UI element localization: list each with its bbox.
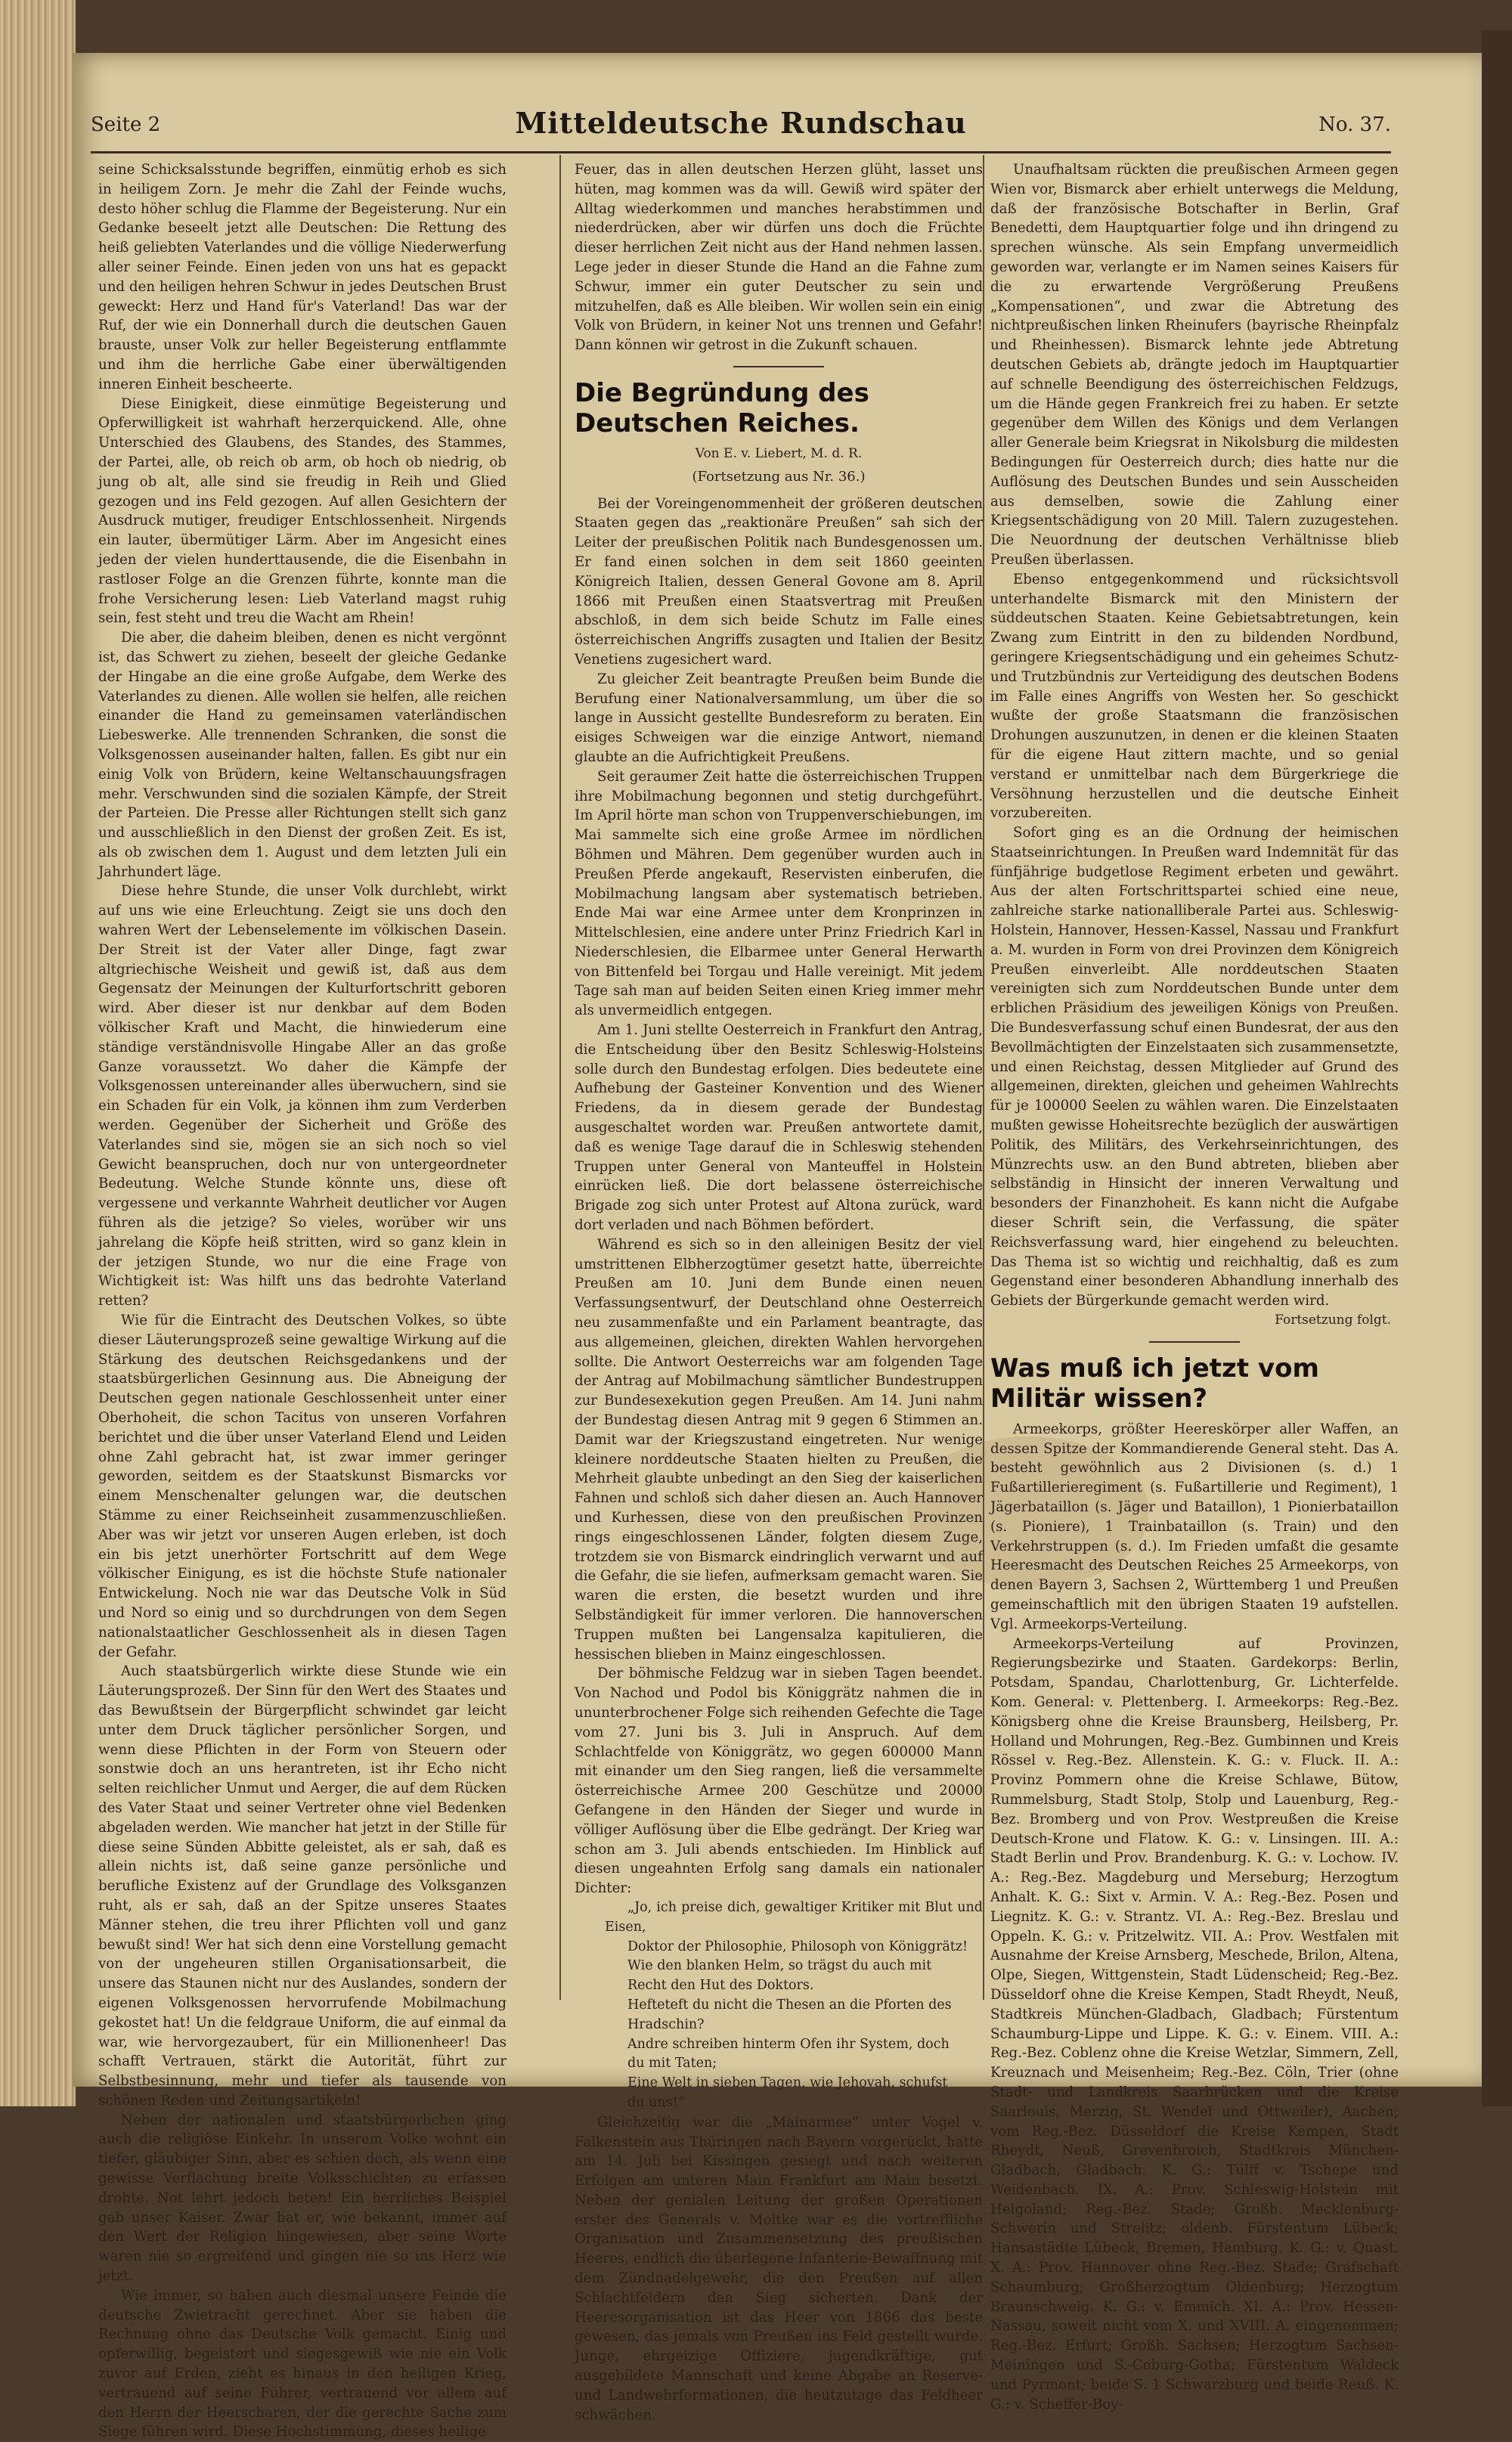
verse-line: Hradschin? (627, 2016, 705, 2032)
paragraph: Armeekorps, größter Heereskörper aller Waffen, an dessen Spitze der Kommandierende General steht. Das A. besteht gewöhnlich aus 2 Divisionen (s. d.) 1 Fußartillerieregiment (s. Fußartillerie und Regiment), 1 Jägerbataillon (s. Jäger und Bataillon), 1 Pionierbataillon (s. Pioniere), 1 Trainbataillon (s. Train) und den Verkehrstruppen (s. d.). Im Frieden umfaßt die gesamte Heeresmacht des Deutschen Reiches 25 Armeekorps, von denen Bayern 3, Sachsen 2, Württemberg 1 und Preußen gemeinschaftlich mit den übrigen Staaten 19 aufstellen. Vgl. Armeekorps-Verteilung. (990, 1421, 1399, 1632)
verse-line: Recht den Hut des Doktors. (627, 1978, 814, 1994)
verse-line: Eine Welt in sieben Tagen, wie Jehovah, schufst (627, 2075, 948, 2091)
page-number: Seite 2 (91, 113, 161, 136)
article-separator (1149, 1341, 1240, 1343)
issue-number: No. 37. (1318, 113, 1391, 136)
paragraph: Seit geraumer Zeit hatte die österreichischen Truppen ihre Mobilmachung begonnen und stetig durchgeführt. Im April hörte man schon von Truppenverschiebungen, im Mai sammelte sich eine große Armee im nördlichen Böhmen und Mähren. Dem gegenüber wurden auch in Preußen Pferde angekauft, Reservisten einberufen, die Mobilmachung langsam aber systematisch betrieben. Ende Mai war eine Armee unter dem Kronprinzen in Mittelschlesien, eine andere unter Prinz Friedrich Karl in Niederschlesien, die Elbarmee unter General Herwarth von Bittenfeld bei Torgau und Halle vereinigt. Mit jedem Tage sah man auf beiden Seiten einen Krieg immer mehr als unvermeidlich entgegen. (575, 768, 983, 1019)
paragraph: Die aber, die daheim bleiben, denen es nicht vergönnt ist, das Schwert zu ziehen, beseelt der gleiche Gedanke der Hingabe an die eine große Aufgabe, dem Werke des Vaterlandes zu dienen. Alle wollen sie helfen, alle reichen einander die Hand zu gemeinsamen vaterländischen Liebeswerke. Alle trennenden Schranken, die sonst die Volksgenossen auseinander halten, fallen. Es gibt nur ein einig Volk von Brüdern, keine Weltanschauungsfragen mehr. Verschwunden sind die sozialen Kämpfe, der Streit der Parteien. Die Presse aller Richtungen stellt sich ganz und ausschließlich in den Dienst der großen Zeit. Es ist, als ob zwischen dem 1. August und dem letzten Juli ein Jahrhundert läge. (98, 630, 507, 880)
paragraph: Der böhmische Feldzug war in sieben Tagen beendet. Von Nachod und Podol bis Königgrätz nahmen die in ununterbrochener Folge sich reihenden Gefechte die Tage vom 27. Juni bis 3. Juli in Anspruch. Auf dem Schlachtfelde von Königgrätz, wo gegen 600000 Mann mit einander um den Sieg rangen, ließ die versammelte österreichische Armee 200 Geschütze und 20000 Gefangene in den Händen der Sieger und wurde in völliger Auflösung über die Elbe gedrängt. Der Krieg war schon am 3. Juli abends entschieden. Im Hinblick auf diesen ungeahnten Erfolg sang damals ein nationaler Dichter: (575, 1666, 983, 1897)
paragraph: Gleichzeitig war die „Mainarmee“ unter Vogel v. Falkenstein aus Thüringen nach Bayern vorgerückt, hatte am 14. Juli bei Kissingen gesiegt und nach weiteren Erfolgen am unteren Main Frankfurt am Main besetzt. Neben der genialen Leitung der großen Operationen erster des Generals v. Moltke war es die vortreffliche Organisation und Zusammensetzung des preußischen Heeres, endlich die überlegene Infanterie-Bewaffnung mit dem Zündnadelgewehr, die den Preußen auf allen Schlachtfeldern den Sieg sicherten. Dank der Heeresorganisation ist das Heer von 1866 das beste gewesen, das jemals von Preußen ins Feld gestellt wurde. Junge, ehrgeizige Offiziere, jugendkräftige, gut ausgebildete Mannschaft und keine Abgabe an Reserve- und Landwehrformationen, die heutzutage das Feldheer schwächen. (575, 2114, 983, 2423)
page-header (91, 106, 1391, 151)
paragraph: Am 1. Juni stellte Oesterreich in Frankfurt den Antrag, die Entscheidung über den Besitz Schleswig-Holsteins solle durch den Bundestag erfolgen. Dies bedeutete eine Aufhebung der Gasteiner Konvention und des Wiener Friedens, da in diesem gerade der Bundestag ausgeschaltet worden war. Preußen antwortete damit, daß es wenige Tage darauf die in Schleswig stehenden Truppen unter General von Manteuffel in Holstein einrücken ließ. Die dort belassene österreichische Brigade zog sich unter Protest auf Altona zurück, ward dort verladen und nach Böhmen befördert. (575, 1022, 983, 1234)
verse-line: Hefteteft du nicht die Thesen an die Pforten des (627, 1997, 952, 2013)
binding-shadow (1482, 30, 1512, 2106)
paragraph: Diese Einigkeit, diese einmütige Begeisterung und Opferwilligkeit ist wahrhaft herzerquickend. Alle, ohne Unterschied des Glaubens, des Standes, des Stammes, der Partei, alle, ob reich ob arm, ob hoch ob niedrig, ob jung ob alt, alle sind sie freudig in Reih und Glied gezogen und ins Feld gezogen. Auf allen Gesichtern der Ausdruck mutiger, freudiger Entschlossenheit. Nirgends ein lauter, übermütiger Lärm. Aber im Angesicht eines jeden der vielen hunderttausende, die die Eisenbahn in rastloser Folge an die Grenzen führte, konnte man die frohe Versicherung lesen: Lieb Vaterland magst ruhig sein, fest steht und treu die Wacht am Rhein! (98, 395, 507, 627)
to-be-continued: Fortsetzung folgt. (1275, 1312, 1391, 1328)
column-2 (575, 160, 983, 2423)
article-continuation: (Fortsetzung aus Nr. 36.) (692, 468, 866, 485)
paragraph: Feuer, das in allen deutschen Herzen glüht, lasset uns hüten, mag kommen was da will. Gewiß wird später der Alltag wiederkommen und manches herabstimmen und niederdrücken, aber wir dürfen uns doch die Früchte dieser herrlichen Zeit nicht aus der Hand nehmen lassen. Lege jeder in dieser Stunde die Hand an die Fahne zum Schwur, immer ein guter Deutscher zu sein und mitzuhelfen, daß es Alle bleiben. Wir wollen sein ein einig Volk von Brüdern, in keiner Not uns trennen und Gefahr! Dann können wir getrost in die Zukunft schauen. (575, 162, 983, 354)
paragraph: seine Schicksalsstunde begriffen, einmütig erhob es sich in heiligem Zorn. Je mehr die Zahl der Feinde wuchs, desto höher schlug die Flamme der Begeisterung. Nur ein Gedanke beseelt jetzt alle Deutschen: Die Rettung des heiß geliebten Vaterlandes und die völlige Niederwerfung aller seiner Feinde. Einen jeden von uns hat es gepackt und den heiligen hehren Schwur in jedes Deutschen Brust geweckt: Herz und Hand für's Vaterland! Das war der Ruf, der wie ein Donnerhall durch die deutschen Gauen brauste, unser Volk zur heller Begeisterung entflammte und ihm die herrliche Gabe einer überwältigenden inneren Einheit bescheerte. (98, 162, 507, 392)
article-separator (733, 366, 824, 367)
column-3 (990, 160, 1399, 2413)
verse-line: Doktor der Philosophie, Philosoph von Königgrätz! (627, 1938, 968, 1954)
paragraph: Während es sich so in den alleinigen Besitz der viel umstrittenen Elbherzogtümer gesetzt hatte, überreichte Preußen am 10. Juni dem Bunde einen neuen Verfassungsentwurf, der Deutschland ohne Oesterreich neu zusammenfaßte und ein Parlament beantragte, das aus allgemeinen, gleichen, direkten Wahlen hervorgehen sollte. Die Antwort Oesterreichs war am folgenden Tage der Antrag auf Mobilmachung sämtlicher Bundestruppen zur Bundesexekution gegen Preußen. Am 14. Juni nahm der Bundestag diesen Antrag mit 9 gegen 6 Stimmen an. Damit war der Kriegszustand eingetreten. Nur wenige kleinere norddeutsche Staaten hielten zu Preußen, die Mehrheit glaubte unbedingt an den Sieg der kaiserlichen Fahnen und schloß sich daher diesen an. Auch Hannover und Kurhessen, diese von den preußischen Provinzen rings eingeschlossenen Länder, folgten diesem Zuge, trotzdem sie von Bismarck eindringlich verwarnt und auf die Gefahr, die sie liefen, aufmerksam gemacht waren. Sie waren die ersten, die besetzt wurden und ihre Selbständigkeit für immer verloren. Die hannoverschen Truppen mußten bei Langensalza kapitulieren, die hessischen blieben in Mainz eingeschlossen. (575, 1236, 983, 1663)
article-title: Was muß ich jetzt vom Militär wissen? (990, 1353, 1319, 1414)
header-rule (91, 151, 1391, 153)
paragraph: Bei der Voreingenommenheit der größeren deutschen Staaten gegen das „reaktionäre Preußen“ sah sich der Leiter der preußischen Politik nach Bundesgenossen um. Er fand einen solchen in dem seit 1860 geeinten Königreich Italien, dessen General Govone am 8. April 1866 mit Preußen einen Staatsvertrag mit Preußen abschloß, in dem sich beide Schutz im Falle eines österreichischen Angriffs zusagten und Italien der Besitz Venetiens zugesichert ward. (575, 495, 983, 668)
paragraph: Ebenso entgegenkommend und rücksichtsvoll unterhandelte Bismarck mit den Ministern der süddeutschen Staaten. Keine Gebietsabtretungen, kein Zwang zum Eintritt in den zu bildenden Nordbund, geringere Kriegsentschädigung und ein geheimes Schutz- und Trutzbündnis zur Verteidigung des deutschen Bodens im Falle eines Angriffs von Westen her. So geschickt wußte der große Staatsmann die französischen Drohungen auszunutzen, in denen er die kleinen Staaten für die eigene Haut zittern machte, und so genial verstand er unmittelbar nach dem Bürgerkriege die Versöhnung herzustellen und die deutsche Einheit vorzubereiten. (990, 571, 1399, 822)
column-divider (983, 155, 984, 2000)
article-byline: Von E. v. Liebert, M. d. R. (695, 445, 863, 461)
verse-line: Andre schreiben hinterm Ofen ihr System, doch (627, 2036, 950, 2052)
column-divider (559, 155, 561, 2000)
verse-line: du mit Taten; (627, 2056, 717, 2072)
paragraph: Diese hehre Stunde, die unser Volk durchlebt, wirkt auf uns wie eine Erleuchtung. Zeigt sie uns doch den wahren Wert der Lebenselemente im völkischen Dasein. Der Streit ist der Vater aller Dinge, fagt zwar altgriechische Weisheit und gewiß ist, daß aus dem Gegensatz der Meinungen der Kulturfortschritt geboren wird. Aber dieser ist nur denkbar auf dem Boden völkischer Kraft und Macht, die hinwiederum eine ständige verständnisvolle Hingabe Aller an das große Ganze voraussetzt. Wo daher die Kämpfe der Volksgenossen untereinander alles überwuchern, sind sie ein Schaden für ein Volk, ja können ihm zum Verderben werden. Gegenüber der Sicherheit und Größe des Vaterlandes sind sie, mögen sie an sich noch so viel Gewicht beanspruchen, doch nur von untergeordneter Bedeutung. Welche Stunde könnte uns, diese oft vergessene und verkannte Wahrheit deutlicher vor Augen führen als die jetzige? So vieles, worüber wir uns jahrelang die Köpfe heiß stritten, wird so ganz klein in der jetzigen Stunde, wo nur die eine Frage von Wichtigkeit ist: Was hilft uns das bedrohte Vaterland retten? (98, 883, 507, 1309)
verse-line: Wie den blanken Helm, so trägst du auch mit (627, 1958, 932, 1974)
paragraph: Wie für die Eintracht des Deutschen Volkes, so übte dieser Läuterungsprozeß seine gewaltige Wirkung auf die Stärkung des deutschen Reichsgedankens und der staatsbürgerlichen Gesinnung aus. Die Abneigung der Deutschen gegen nationale Geschlossenheit unter einer Oberhoheit, die schon Tacitus von unseren Vorfahren berichtet und die über unser Vaterland Elend und Leiden ohne Zahl gebracht hat, ist zwar immer geringer geworden, seitdem es der Staatskunst Bismarcks vor einem Menschenalter gelungen war, die deutschen Stämme zu einer Reichseinheit zusammenzuschließen. Aber was wir jetzt vor unseren Augen erleben, ist doch ein bis jetzt unerhörter Fortschritt auf dem Wege völkischer Einigung, es ist die höchste Stufe nationaler Entwickelung. Noch nie war das Deutsche Volk in Süd und Nord so einig und so durchdrungen von dem Segen nationalstaatlicher Geschlossenheit als in diesen Tagen der Gefahr. (98, 1312, 507, 1660)
verse-line: „Jo, ich preise dich, gewaltiger Kritiker mit Blut und Eisen, (605, 1899, 983, 1935)
masthead-title: Mitteldeutsche Rundschau (515, 106, 967, 140)
paragraph: Zu gleicher Zeit beantragte Preußen beim Bunde die Berufung einer Nationalversammlung, um über die so lange in Aussicht gestellte Bundesreform zu beraten. Ein eisiges Schweigen war die einzige Antwort, niemand glaubte an die Aufrichtigkeit Preußens. (575, 671, 983, 765)
book-page-stack (0, 0, 76, 2106)
paragraph: Unaufhaltsam rückten die preußischen Armeen gegen Wien vor, Bismarck aber erhielt unterwegs die Meldung, daß der französische Botschafter in Berlin, Graf Benedetti, dem Hauptquartier folge und ihn dringend zu sprechen wünsche. Als sein Empfang unvermeidlich geworden war, verlangte er im Namen seines Kaisers für die zu erwartende Vergrößerung Preußens „Kompensationen“, und zwar die Abtretung des nichtpreußischen linken Rheinufers (bayrische Rheinpfalz und Rheinhessen). Bismarck lehnte jede Abtretung deutschen Gebiets ab, drängte jedoch im Hauptquartier auf schnelle Beendigung des österreichischen Feldzugs, um die Hände gegen Frankreich frei zu haben. Er setzte gegenüber dem Willen des Königs und dem Verlangen aller Generale beim Kriegsrat in Nikolsburg die mildesten Bedingungen für Oesterreich durch; dies hatte nur die Auflösung des Deutschen Bundes und sein Ausscheiden aus demselben, sowie die Zahlung einer Kriegsentschädigung von 20 Mill. Talern zuzugestehen. Die Neuordnung der deutschen Verhältnisse blieb Preußen überlassen. (990, 162, 1399, 568)
verse-line: du uns!“ (627, 2094, 685, 2110)
paragraph: Auch staatsbürgerlich wirkte diese Stunde wie ein Läuterungsprozeß. Der Sinn für den Wert des Staates und das Bewußtsein der Bürgerpflicht schwindet gar leicht unter dem Druck täglicher persönlicher Sorgen, und wenn diese Pflichten in der Form von Steuern oder sonstwie doch an uns herantreten, ist ihr Echo nicht selten reichlicher Unmut und Aerger, die auf dem Rücken des Vater Staat und seiner Vertreter ohne viel Bedenken abgeladen werden. Wie mancher hat jetzt in der Stille für diese seine Sünden Abbitte geleistet, als er sah, daß es allein nichts ist, daß seine ganze persönliche und berufliche Existenz auf der Grundlage des Volksganzen ruht, als er sah, daß an der Spitze unseres Staates Männer stehen, die treu ihrer Pflichten voll und ganz bewußt sind! Wer hat sich denn eine Vorstellung gemacht von der ungeheuren stillen Organisationsarbeit, die unsere das Staunen nicht nur des Auslandes, sondern der eigenen Volksgenossen hervorrufende Mobilmachung gekostet hat! Un die feldgraue Uniform, die auf einmal da war, wie hervorgezaubert, für ein Millionenheer! Das schafft Vertrauen, stärkt die Autorität, führt zur Selbstbesinnung, mehr und tiefer als tausende von schönen Reden und Zeitungsartikeln! (98, 1663, 507, 2109)
paragraph: Armeekorps-Verteilung auf Provinzen, Regierungsbezirke und Staaten. Gardekorps: Berlin, Potsdam, Spandau, Charlottenburg, Gr. Lichterfelde. Kom. General: v. Plettenberg. I. Armeekorps: Reg.-Bez. Königsberg ohne die Kreise Braunsberg, Heilsberg, Pr. Holland und Mohrungen, Reg.-Bez. Gumbinnen und Kreis Rössel v. Reg.-Bez. Allenstein. K. G.: v. Fluck. II. A.: Provinz Pommern ohne die Kreise Schlawe, Bütow, Rummelsburg, Stadt Stolp, Stolp und Lauenburg, Reg.-Bez. Bromberg und von Prov. Westpreußen die Kreise Deutsch-Krone und Flatow. K. G.: v. Linsingen. III. A.: Stadt Berlin und Prov. Brandenburg. K. G.: v. Lochow. IV. A.: Reg.-Bez. Magdeburg und Merseburg; Herzogtum Anhalt. K. G.: Sixt v. Armin. V. A.: Reg.-Bez. Posen und Liegnitz. K. G.: v. Strantz. VI. A.: Reg.-Bez. Breslau und Oppeln. K. G.: v. Pritzelwitz. VII. A.: Prov. Westfalen mit Ausnahme der Kreise Arnsberg, Meschede, Brilon, Altena, Olpe, Siegen, Wittgenstein, Stadt Lüdenscheid; Reg.-Bez. Düsseldorf ohne die Kreise Kempen, Stadt Rheydt, Neuß, Stadtkreis München-Gladbach, Gladbach; Fürstentum Schaumburg-Lippe und Lippe. K. G.: v. Einem. VIII. A.: Reg.-Bez. Coblenz ohne die Kreise Wetzlar, Simmern, Zell, Kreuznach und Meisenheim; Reg.-Bez. Cöln, Trier (ohne Stadt- und Landkreis Saarbrücken und die Kreise Saarlouis, Merzig, St. Wendel und Ottweiler), Aachen; vom Reg.-Bez. Düsseldorf die Kreise Kempen, Stadt Rheydt, Neuß, Grevenbroich, Stadtkreis München-Gladbach, Gladbach. K. G.: Tülff v. Tschepe und Weidenbach. IX. A.: Prov. Schleswig-Holstein mit Helgoland; Reg.-Bez. Stade; Großh. Mecklenburg-Schwerin und Strelitz; oldenb. Fürstentum Lübeck; Hansastädte Lübeck, Bremen, Hamburg. K. G.: v. Quast. X. A.: Prov. Hannover ohne Reg.-Bez. Stade; Grafschaft Schaumburg; Großherzogtum Oldenburg; Herzogtum Braunschweig. K. G.: v. Emmich. XI. A.: Prov. Hessen-Nassau, soweit nicht vom X. und XVIII. A. eingenommen; Reg.-Bez. Erfurt; Großh. Sachsen; Herzogtum Sachsen-Meiningen und S.-Coburg-Gotha; Fürstentum Waldeck und Pyrmont; beide S. 1 Schwarzburg und beide Reuß. K. G.: v. Scheffer-Boy- (990, 1635, 1399, 2413)
article-title: Die Begründung des Deutschen Reiches. (575, 377, 869, 439)
column-1 (98, 160, 507, 2440)
paragraph: Wie immer, so haben auch diesmal unsere Feinde die deutsche Zwietracht gerechnet. Aber sie haben die Rechnung ohne das Deutsche Volk gemacht. Einig und opferwillig, begeistert und siegesgewiß wie nie ein Volk zuvor auf Erden, zieht es hinaus in den heiligen Krieg, vertrauend auf seine Führer, vertrauend vor allem auf den Herrn der Heerscharen, der die gerechte Sache zum Siege führen wird. Diese Hochstimmung, dieses heilige (98, 2287, 507, 2440)
paragraph: Sofort ging es an die Ordnung der heimischen Staatseinrichtungen. In Preußen ward Indemnität für das fünfjährige budgetlose Regiment erbeten und gewährt. Aus der alten Fortschrittspartei schied eine neue, zahlreiche starke nationalliberale Partei aus. Schleswig-Holstein, Hannover, Hessen-Kassel, Nassau und Frankfurt a. M. wurden in Form von drei Provinzen dem Königreich Preußen einverleibt. Alle norddeutschen Staaten vereinigten sich zum Norddeutschen Bunde unter dem erblichen Präsidium des jeweiligen Königs von Preußen. Die Bundesverfassung schuf einen Bundesrat, der aus den Bevollmächtigten der Einzelstaaten sich zusammensetzte, und einen Reichstag, dessen Mitglieder auf Grund des allgemeinen, direkten, gleichen und geheimen Wahlrechts für je 100000 Seelen zu wählen waren. Die Einzelstaaten mußten gewisse Hoheitsrechte bezüglich der auswärtigen Politik, des Militärs, des Verkehrseinrichtungen, des Münzrechts usw. an den Bund abtreten, blieben aber selbständig in Hinsicht der inneren Verwaltung und besonders der Finanzhoheit. Es kann nicht die Aufgabe dieser Schrift sein, die Verfassung, die später Reichsverfassung ward, hier eingehend zu beleuchten. Das Thema ist so wichtig und reichhaltig, daß es zum Gegenstand einer besonderen Abhandlung innerhalb des Gebiets der Bürgerkunde gemacht werden wird. (990, 825, 1399, 1309)
paragraph: Neben der nationalen und staatsbürgerlichen ging auch die religiöse Einkehr. In unserem Volke wohnt ein tiefer, gläubiger Sinn, aber es schien doch, als wenn eine gewisse Verflachung breite Volksschichten zu erfassen drohte. Not lehrt jedoch beten! Ein herrliches Beispiel gab unser Kaiser. Zwar hat er, wie bekannt, immer auf den Wert der Religion hingewiesen, aber seine Worte waren nie so ergreifend und gingen nie so ins Herz wie jetzt. (98, 2112, 507, 2285)
